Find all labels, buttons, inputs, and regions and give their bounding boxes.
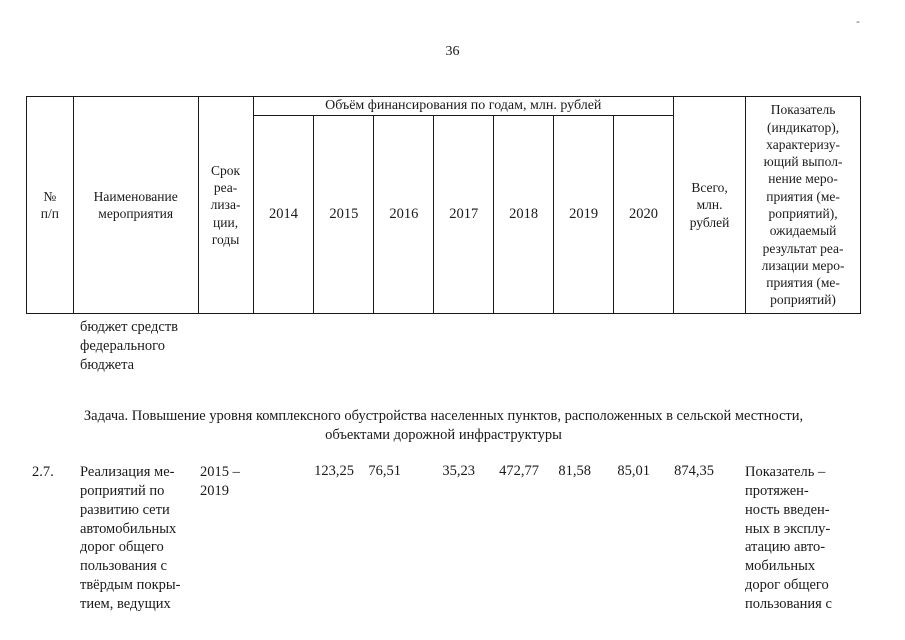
row-total: 874,35 [674,463,714,479]
header-funding-title: Объём финансирования по годам, млн. рублей [253,97,674,116]
row-name: Реализация ме- роприятий по развитию сети автомобильных дорог общего пользования с твёрдым покры- тием, ведущих [80,464,181,612]
row-value-2015: 123,25 [314,463,354,479]
header-year: 2019 [554,116,614,314]
row-value-2019: 81,58 [558,463,591,479]
corner-mark: - [856,14,860,28]
header-table [26,96,861,314]
header-num: № п/п [27,97,74,314]
page-number: 36 [445,44,460,59]
row-number: 2.7. [32,464,54,480]
task-heading: Задача. Повышение уровня комплексного обустройства населенных пунктов, расположенных в сельской местности, объектами дорожной инфраструктуры [83,408,804,443]
header-year: 2017 [434,116,494,314]
header-year: 2015 [314,116,374,314]
row-value-2017: 35,23 [442,463,475,479]
header-year: 2018 [494,116,554,314]
row-term: 2015 – 2019 [200,464,240,499]
row-value-2020: 85,01 [617,463,650,479]
budget-note: бюджет средств федерального бюджета [80,319,179,373]
header-term: Срок реа- лиза- ции, годы [198,97,253,314]
header-year: 2016 [374,116,434,314]
row-value-2018: 472,77 [499,463,539,479]
header-indicator: Показатель (индикатор), характеризу- ющий выпол- нение меро- приятия (ме- роприятий), ожидаемый результат реа- лизации меро- приятия (ме- роприятий) [746,97,861,314]
header-year: 2020 [614,116,674,314]
header-year: 2014 [253,116,314,314]
header-name: Наименование мероприятия [73,97,198,314]
header-total: Всего, млн. рублей [674,97,746,314]
row-value-2016: 76,51 [368,463,401,479]
row-indicator: Показатель – протяжен- ность введен- ных в эксплу- атацию авто- мобильных дорог общего пользования с [745,464,832,612]
